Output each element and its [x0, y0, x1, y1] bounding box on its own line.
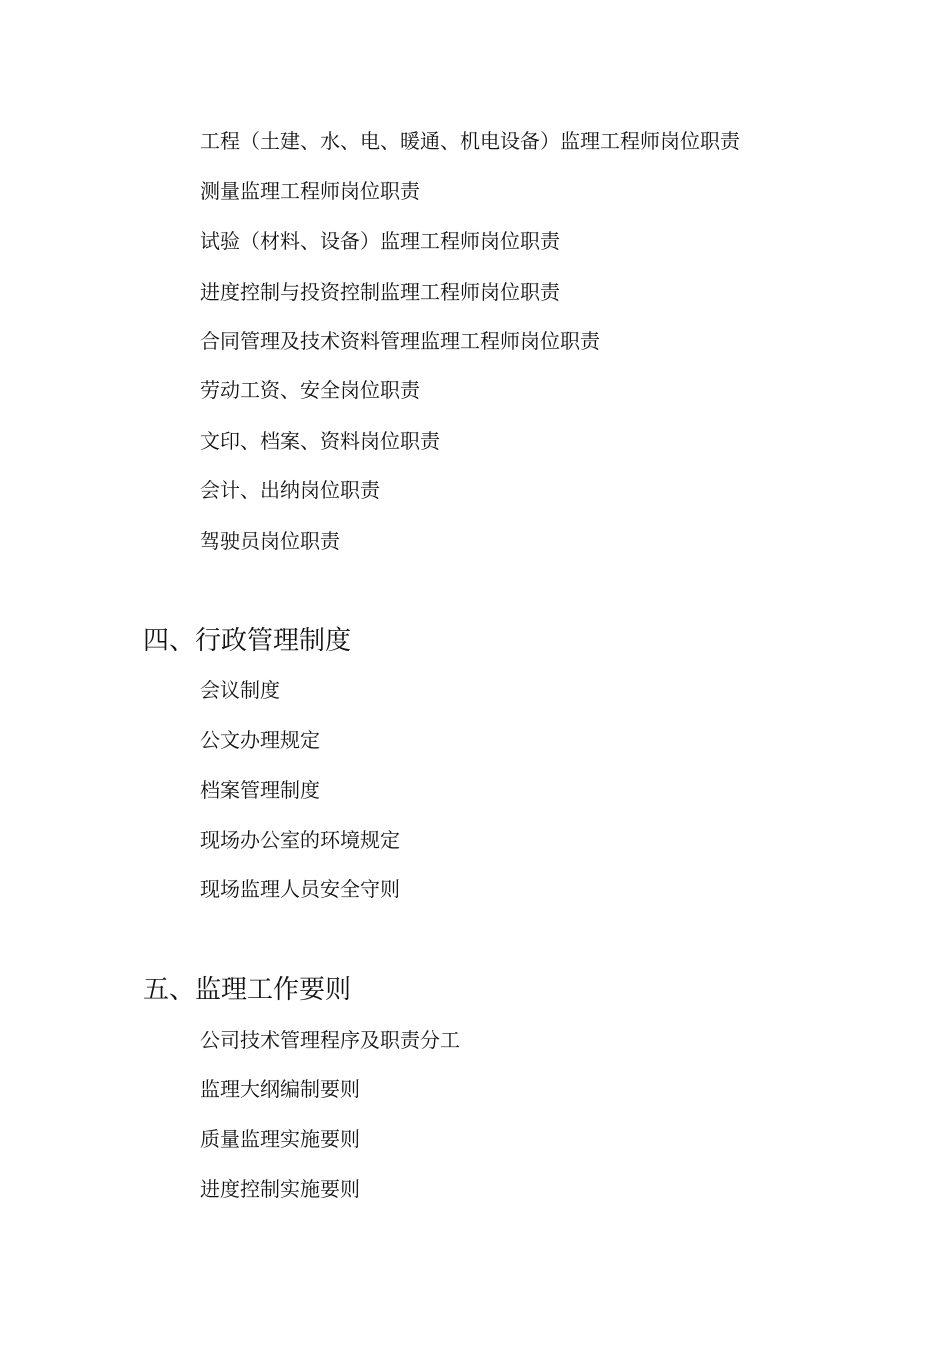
list-item: 公文办理规定	[200, 728, 320, 752]
section-heading-supervision-rules: 五、监理工作要则	[143, 975, 352, 1005]
list-item: 测量监理工程师岗位职责	[200, 179, 420, 203]
list-item: 驾驶员岗位职责	[200, 529, 340, 553]
list-item: 会计、出纳岗位职责	[200, 478, 380, 502]
list-item: 现场办公室的环境规定	[200, 828, 400, 852]
section-heading-administration: 四、行政管理制度	[143, 626, 352, 656]
list-item: 监理大纲编制要则	[200, 1077, 360, 1101]
list-item: 进度控制与投资控制监理工程师岗位职责	[200, 280, 560, 304]
list-item: 试验（材料、设备）监理工程师岗位职责	[200, 229, 560, 253]
list-item: 工程（土建、水、电、暖通、机电设备）监理工程师岗位职责	[200, 129, 740, 153]
list-item: 文印、档案、资料岗位职责	[200, 429, 440, 453]
list-item: 现场监理人员安全守则	[200, 877, 400, 901]
list-item: 质量监理实施要则	[200, 1127, 360, 1151]
list-item: 会议制度	[200, 678, 280, 702]
list-item: 合同管理及技术资料管理监理工程师岗位职责	[200, 329, 600, 353]
list-item: 档案管理制度	[200, 778, 320, 802]
list-item: 进度控制实施要则	[200, 1177, 360, 1201]
list-item: 公司技术管理程序及职责分工	[200, 1028, 460, 1052]
list-item: 劳动工资、安全岗位职责	[200, 378, 420, 402]
